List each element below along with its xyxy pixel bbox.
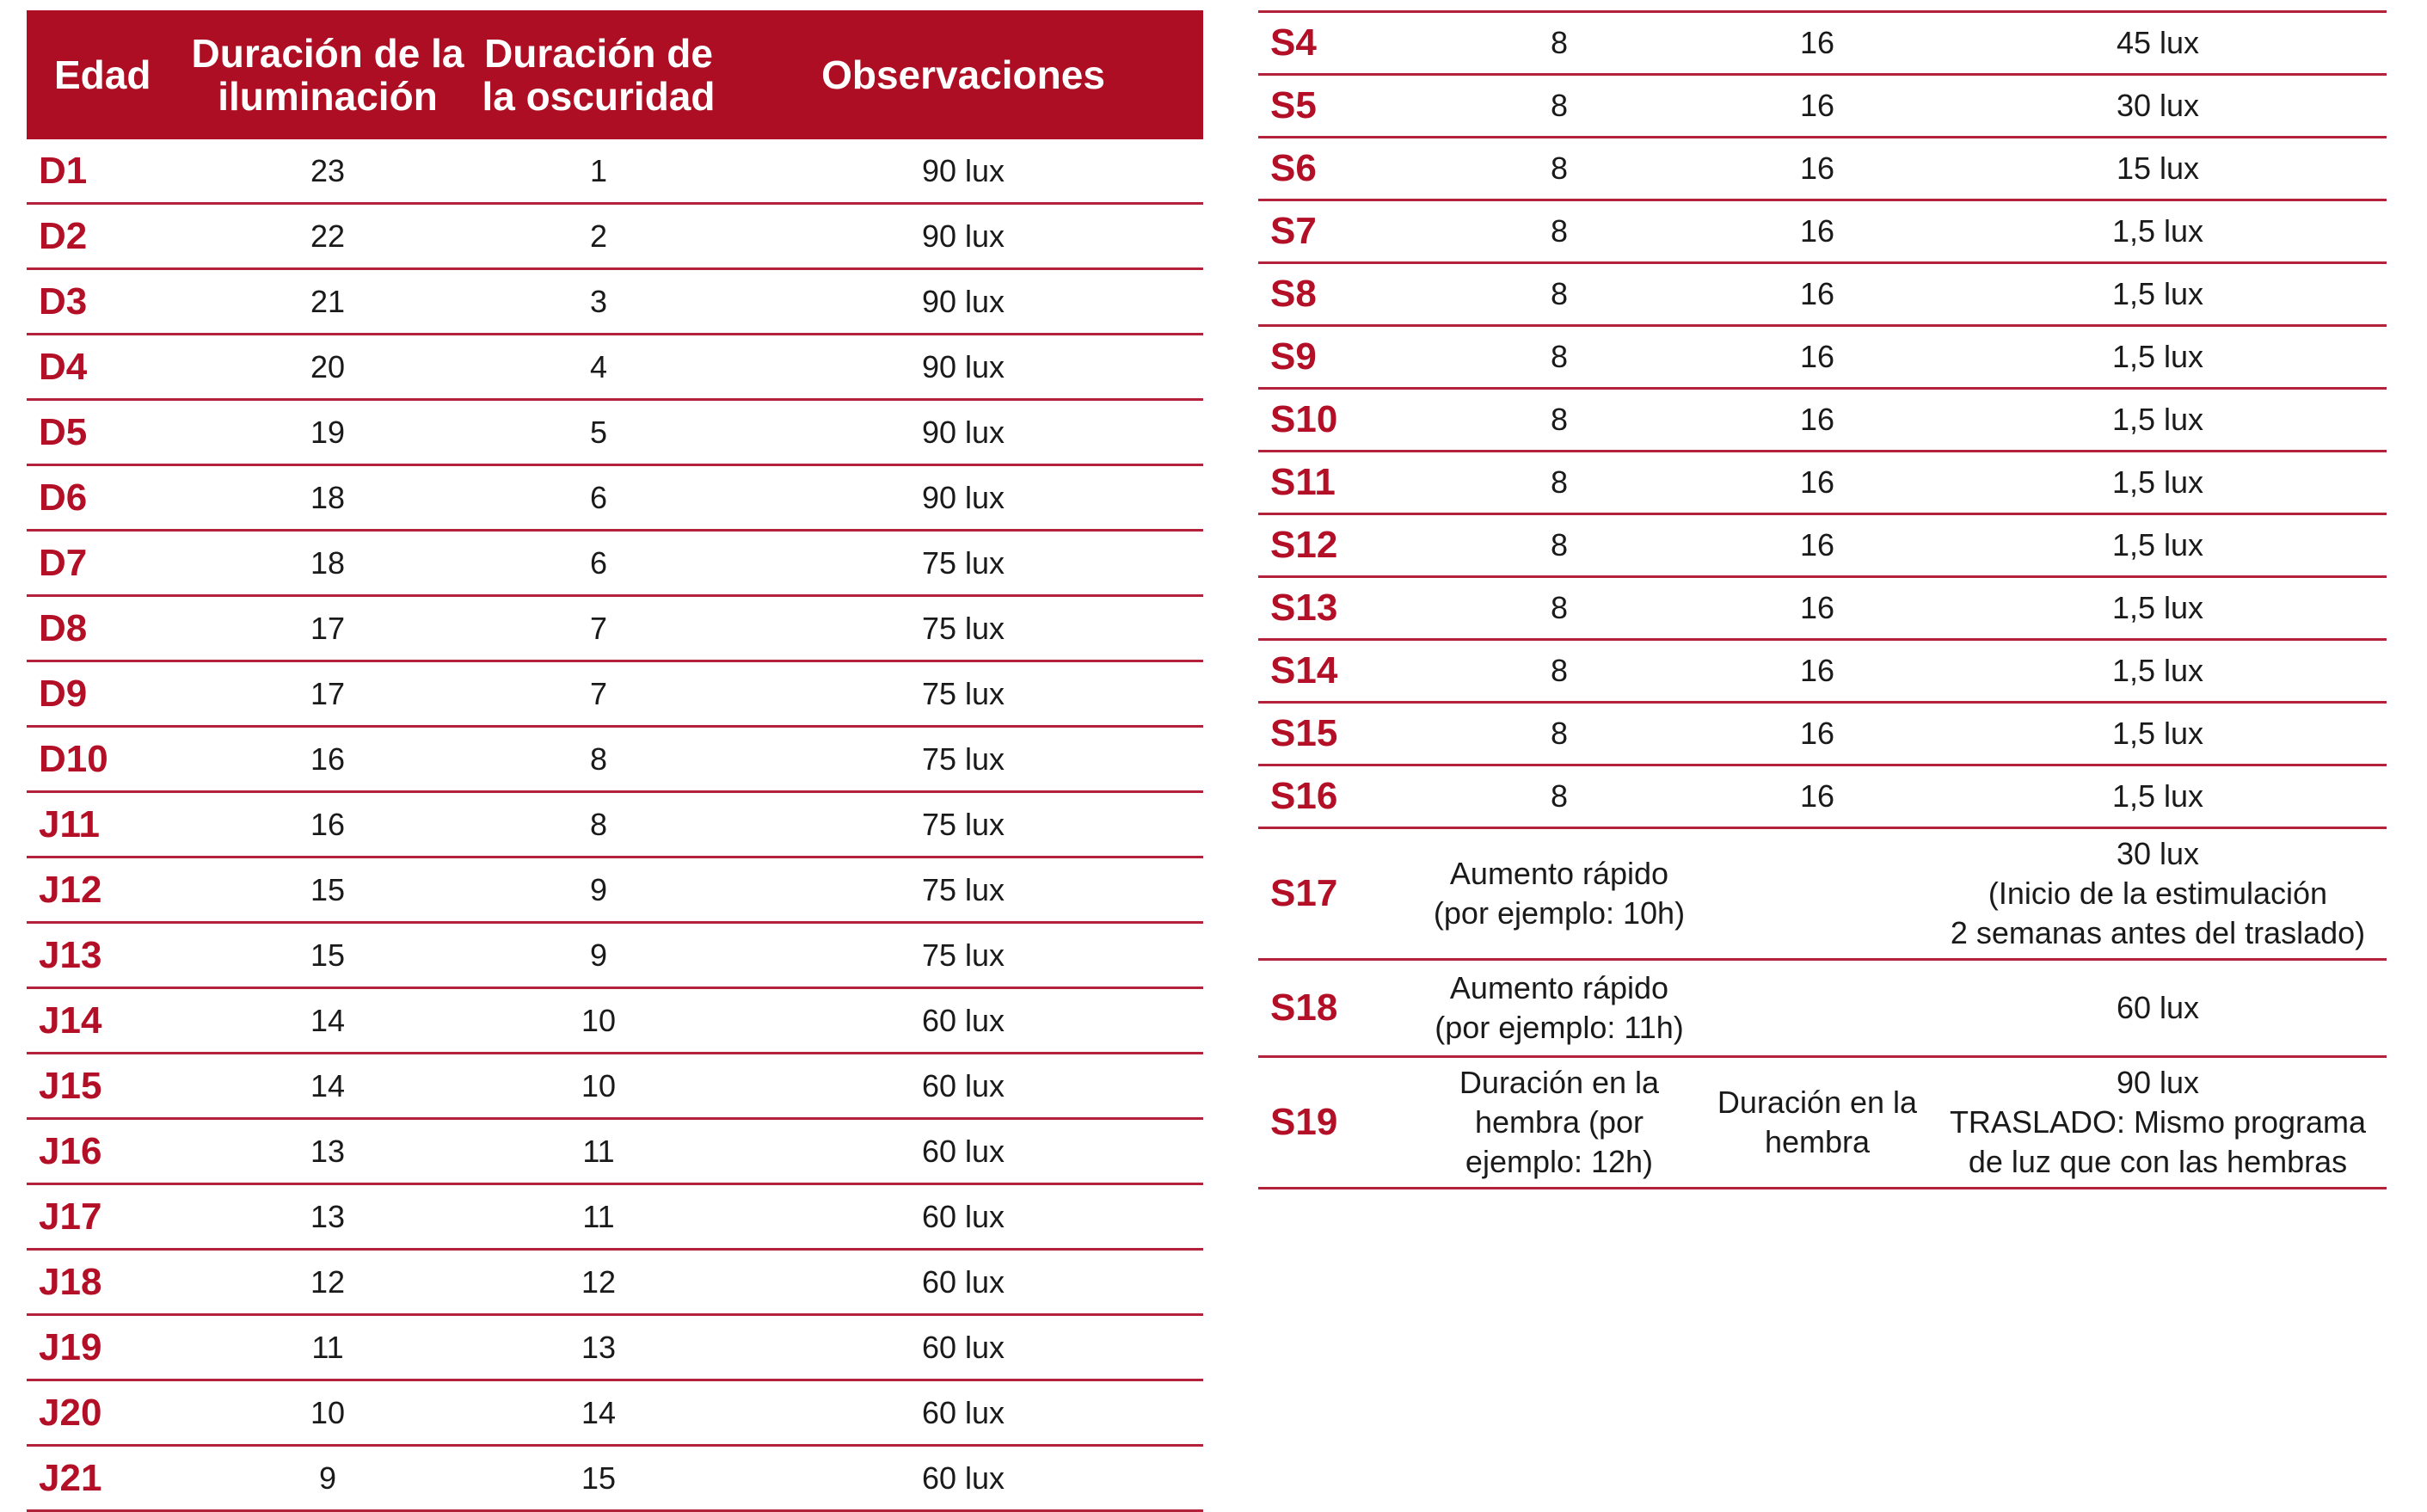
light-duration-cell: 13 bbox=[181, 1184, 474, 1250]
light-duration-cell: 21 bbox=[181, 269, 474, 335]
observations-cell: 30 lux bbox=[1929, 75, 2387, 138]
dark-duration-cell: 14 bbox=[474, 1380, 723, 1446]
observations-cell: 75 lux bbox=[723, 531, 1203, 596]
table-row bbox=[1258, 452, 2387, 514]
observations-cell: 60 lux bbox=[723, 988, 1203, 1054]
dark-duration-cell: 10 bbox=[474, 1054, 723, 1119]
table-row bbox=[27, 139, 1203, 204]
light-duration-cell: 15 bbox=[181, 923, 474, 988]
table-row bbox=[27, 1315, 1203, 1380]
observations-cell: 90 lux bbox=[723, 139, 1203, 204]
age-cell: J11 bbox=[27, 792, 181, 857]
table-row bbox=[27, 661, 1203, 727]
light-duration-cell: 16 bbox=[181, 792, 474, 857]
age-cell: J14 bbox=[27, 988, 181, 1054]
light-duration-cell: 10 bbox=[181, 1380, 474, 1446]
age-cell: J19 bbox=[27, 1315, 181, 1380]
age-cell: D7 bbox=[27, 531, 181, 596]
light-duration-cell: 9 bbox=[181, 1446, 474, 1511]
table-row bbox=[27, 465, 1203, 531]
table-row bbox=[27, 335, 1203, 400]
dark-duration-cell: 12 bbox=[474, 1250, 723, 1315]
table-row bbox=[27, 988, 1203, 1054]
table-row bbox=[1258, 703, 2387, 765]
observations-cell: 60 lux bbox=[723, 1315, 1203, 1380]
observations-cell: 1,5 lux bbox=[1929, 200, 2387, 263]
age-cell: S13 bbox=[1258, 577, 1413, 640]
age-cell: S17 bbox=[1258, 828, 1413, 960]
light-duration-cell: 12 bbox=[181, 1250, 474, 1315]
table-row bbox=[1258, 326, 2387, 389]
age-cell: S18 bbox=[1258, 960, 1413, 1057]
age-cell: S19 bbox=[1258, 1057, 1413, 1189]
observations-cell: 90 lux bbox=[723, 465, 1203, 531]
age-cell: D3 bbox=[27, 269, 181, 335]
age-cell: J15 bbox=[27, 1054, 181, 1119]
light-duration-cell: 17 bbox=[181, 596, 474, 661]
table-row bbox=[1258, 960, 2387, 1057]
light-duration-cell: 8 bbox=[1413, 326, 1705, 389]
observations-cell: 90 lux bbox=[723, 269, 1203, 335]
header-dark-duration: Duración de la oscuridad bbox=[474, 10, 723, 139]
dark-duration-cell: 16 bbox=[1705, 640, 1929, 703]
age-cell: J16 bbox=[27, 1119, 181, 1184]
table-row bbox=[27, 400, 1203, 465]
dark-duration-cell: 5 bbox=[474, 400, 723, 465]
light-duration-cell: 8 bbox=[1413, 389, 1705, 452]
lighting-table-right bbox=[1258, 10, 2387, 1189]
observations-cell: 1,5 lux bbox=[1929, 326, 2387, 389]
age-cell: S4 bbox=[1258, 12, 1413, 75]
observations-cell: 1,5 lux bbox=[1929, 389, 2387, 452]
dark-duration-cell: 7 bbox=[474, 661, 723, 727]
age-cell: S16 bbox=[1258, 765, 1413, 828]
table-row bbox=[27, 1446, 1203, 1511]
dark-duration-cell: 3 bbox=[474, 269, 723, 335]
dark-duration-cell: 11 bbox=[474, 1119, 723, 1184]
table-row bbox=[1258, 514, 2387, 577]
table-row bbox=[27, 727, 1203, 792]
table-row bbox=[1258, 12, 2387, 75]
table-row bbox=[27, 1184, 1203, 1250]
dark-duration-cell: 16 bbox=[1705, 514, 1929, 577]
table-row bbox=[1258, 765, 2387, 828]
age-cell: S10 bbox=[1258, 389, 1413, 452]
light-duration-cell: 11 bbox=[181, 1315, 474, 1380]
light-duration-cell: 8 bbox=[1413, 765, 1705, 828]
light-duration-cell: 8 bbox=[1413, 703, 1705, 765]
age-cell: S8 bbox=[1258, 263, 1413, 326]
light-duration-cell: 14 bbox=[181, 988, 474, 1054]
table-header-row bbox=[27, 10, 1203, 139]
table-row bbox=[27, 531, 1203, 596]
table-row bbox=[27, 1054, 1203, 1119]
age-cell: D4 bbox=[27, 335, 181, 400]
age-cell: J12 bbox=[27, 857, 181, 923]
light-duration-cell: 8 bbox=[1413, 200, 1705, 263]
observations-cell: 75 lux bbox=[723, 857, 1203, 923]
light-duration-cell: 23 bbox=[181, 139, 474, 204]
dark-duration-cell: 8 bbox=[474, 727, 723, 792]
light-duration-cell: Aumento rápido (por ejemplo: 10h) bbox=[1413, 828, 1705, 960]
table-row bbox=[27, 1380, 1203, 1446]
observations-cell: 75 lux bbox=[723, 727, 1203, 792]
age-cell: J21 bbox=[27, 1446, 181, 1511]
table-row bbox=[1258, 200, 2387, 263]
observations-cell: 75 lux bbox=[723, 792, 1203, 857]
lighting-table-left bbox=[27, 10, 1203, 1512]
age-cell: D8 bbox=[27, 596, 181, 661]
dark-duration-cell: 4 bbox=[474, 335, 723, 400]
observations-cell: 60 lux bbox=[1929, 960, 2387, 1057]
age-cell: D1 bbox=[27, 139, 181, 204]
dark-duration-cell: 13 bbox=[474, 1315, 723, 1380]
table-row bbox=[27, 1250, 1203, 1315]
observations-cell: 75 lux bbox=[723, 596, 1203, 661]
observations-cell: 90 lux TRASLADO: Mismo programa de luz que con las hembras bbox=[1929, 1057, 2387, 1189]
observations-cell: 1,5 lux bbox=[1929, 640, 2387, 703]
age-cell: D2 bbox=[27, 204, 181, 269]
age-cell: D5 bbox=[27, 400, 181, 465]
table-row bbox=[27, 204, 1203, 269]
light-duration-cell: 16 bbox=[181, 727, 474, 792]
dark-duration-cell: 16 bbox=[1705, 75, 1929, 138]
observations-cell: 1,5 lux bbox=[1929, 703, 2387, 765]
observations-cell: 45 lux bbox=[1929, 12, 2387, 75]
observations-cell: 1,5 lux bbox=[1929, 765, 2387, 828]
dark-duration-cell bbox=[1705, 960, 1929, 1057]
observations-cell: 60 lux bbox=[723, 1184, 1203, 1250]
light-duration-cell: 8 bbox=[1413, 12, 1705, 75]
table-row bbox=[1258, 75, 2387, 138]
observations-cell: 90 lux bbox=[723, 335, 1203, 400]
age-cell: D9 bbox=[27, 661, 181, 727]
age-cell: J18 bbox=[27, 1250, 181, 1315]
dark-duration-cell: 7 bbox=[474, 596, 723, 661]
table-row bbox=[27, 1119, 1203, 1184]
observations-cell: 30 lux (Inicio de la estimulación 2 semanas antes del traslado) bbox=[1929, 828, 2387, 960]
light-duration-cell: 18 bbox=[181, 531, 474, 596]
dark-duration-cell bbox=[1705, 828, 1929, 960]
light-duration-cell: 15 bbox=[181, 857, 474, 923]
light-duration-cell: 14 bbox=[181, 1054, 474, 1119]
age-cell: S12 bbox=[1258, 514, 1413, 577]
age-cell: J20 bbox=[27, 1380, 181, 1446]
dark-duration-cell: 16 bbox=[1705, 12, 1929, 75]
table-row bbox=[27, 857, 1203, 923]
observations-cell: 75 lux bbox=[723, 661, 1203, 727]
age-cell: D6 bbox=[27, 465, 181, 531]
table-row bbox=[1258, 389, 2387, 452]
light-duration-cell: 8 bbox=[1413, 75, 1705, 138]
dark-duration-cell: 6 bbox=[474, 465, 723, 531]
age-cell: S9 bbox=[1258, 326, 1413, 389]
header-light-duration: Duración de la iluminación bbox=[181, 10, 474, 139]
observations-cell: 60 lux bbox=[723, 1446, 1203, 1511]
age-cell: S14 bbox=[1258, 640, 1413, 703]
table-row bbox=[1258, 828, 2387, 960]
light-duration-cell: Aumento rápido (por ejemplo: 11h) bbox=[1413, 960, 1705, 1057]
light-duration-cell: 8 bbox=[1413, 452, 1705, 514]
observations-cell: 1,5 lux bbox=[1929, 263, 2387, 326]
dark-duration-cell: 9 bbox=[474, 857, 723, 923]
dark-duration-cell: 11 bbox=[474, 1184, 723, 1250]
dark-duration-cell: 16 bbox=[1705, 200, 1929, 263]
dark-duration-cell: 10 bbox=[474, 988, 723, 1054]
dark-duration-cell: 16 bbox=[1705, 326, 1929, 389]
light-duration-cell: 19 bbox=[181, 400, 474, 465]
dark-duration-cell: 16 bbox=[1705, 765, 1929, 828]
age-cell: S15 bbox=[1258, 703, 1413, 765]
age-cell: J17 bbox=[27, 1184, 181, 1250]
age-cell: D10 bbox=[27, 727, 181, 792]
light-duration-cell: 17 bbox=[181, 661, 474, 727]
light-duration-cell: 8 bbox=[1413, 577, 1705, 640]
table-row bbox=[1258, 640, 2387, 703]
table-row bbox=[27, 923, 1203, 988]
observations-cell: 90 lux bbox=[723, 204, 1203, 269]
dark-duration-cell: 16 bbox=[1705, 577, 1929, 640]
dark-duration-cell: 1 bbox=[474, 139, 723, 204]
table-row bbox=[27, 792, 1203, 857]
observations-cell: 75 lux bbox=[723, 923, 1203, 988]
dark-duration-cell: 15 bbox=[474, 1446, 723, 1511]
light-duration-cell: 8 bbox=[1413, 138, 1705, 200]
observations-cell: 90 lux bbox=[723, 400, 1203, 465]
light-duration-cell: 8 bbox=[1413, 514, 1705, 577]
header-age: Edad bbox=[27, 10, 181, 139]
table-row bbox=[1258, 577, 2387, 640]
observations-cell: 1,5 lux bbox=[1929, 577, 2387, 640]
table-row bbox=[1258, 263, 2387, 326]
age-cell: S7 bbox=[1258, 200, 1413, 263]
table-row bbox=[1258, 1057, 2387, 1189]
light-duration-cell: 22 bbox=[181, 204, 474, 269]
dark-duration-cell: 16 bbox=[1705, 389, 1929, 452]
dark-duration-cell: 16 bbox=[1705, 138, 1929, 200]
light-duration-cell: 20 bbox=[181, 335, 474, 400]
dark-duration-cell: 2 bbox=[474, 204, 723, 269]
table-row bbox=[27, 596, 1203, 661]
dark-duration-cell: 9 bbox=[474, 923, 723, 988]
light-duration-cell: 13 bbox=[181, 1119, 474, 1184]
dark-duration-cell: 16 bbox=[1705, 452, 1929, 514]
observations-cell: 60 lux bbox=[723, 1054, 1203, 1119]
age-cell: S5 bbox=[1258, 75, 1413, 138]
table-row bbox=[27, 269, 1203, 335]
observations-cell: 1,5 lux bbox=[1929, 514, 2387, 577]
observations-cell: 1,5 lux bbox=[1929, 452, 2387, 514]
age-cell: S11 bbox=[1258, 452, 1413, 514]
dark-duration-cell: 6 bbox=[474, 531, 723, 596]
age-cell: J13 bbox=[27, 923, 181, 988]
observations-cell: 15 lux bbox=[1929, 138, 2387, 200]
observations-cell: 60 lux bbox=[723, 1119, 1203, 1184]
light-duration-cell: 8 bbox=[1413, 640, 1705, 703]
observations-cell: 60 lux bbox=[723, 1380, 1203, 1446]
dark-duration-cell: 8 bbox=[474, 792, 723, 857]
observations-cell: 60 lux bbox=[723, 1250, 1203, 1315]
table-row bbox=[1258, 138, 2387, 200]
header-observations: Observaciones bbox=[723, 10, 1203, 139]
dark-duration-cell: 16 bbox=[1705, 703, 1929, 765]
dark-duration-cell: Duración en la hembra bbox=[1705, 1057, 1929, 1189]
light-duration-cell: 8 bbox=[1413, 263, 1705, 326]
dark-duration-cell: 16 bbox=[1705, 263, 1929, 326]
age-cell: S6 bbox=[1258, 138, 1413, 200]
light-duration-cell: Duración en la hembra (por ejemplo: 12h) bbox=[1413, 1057, 1705, 1189]
light-duration-cell: 18 bbox=[181, 465, 474, 531]
